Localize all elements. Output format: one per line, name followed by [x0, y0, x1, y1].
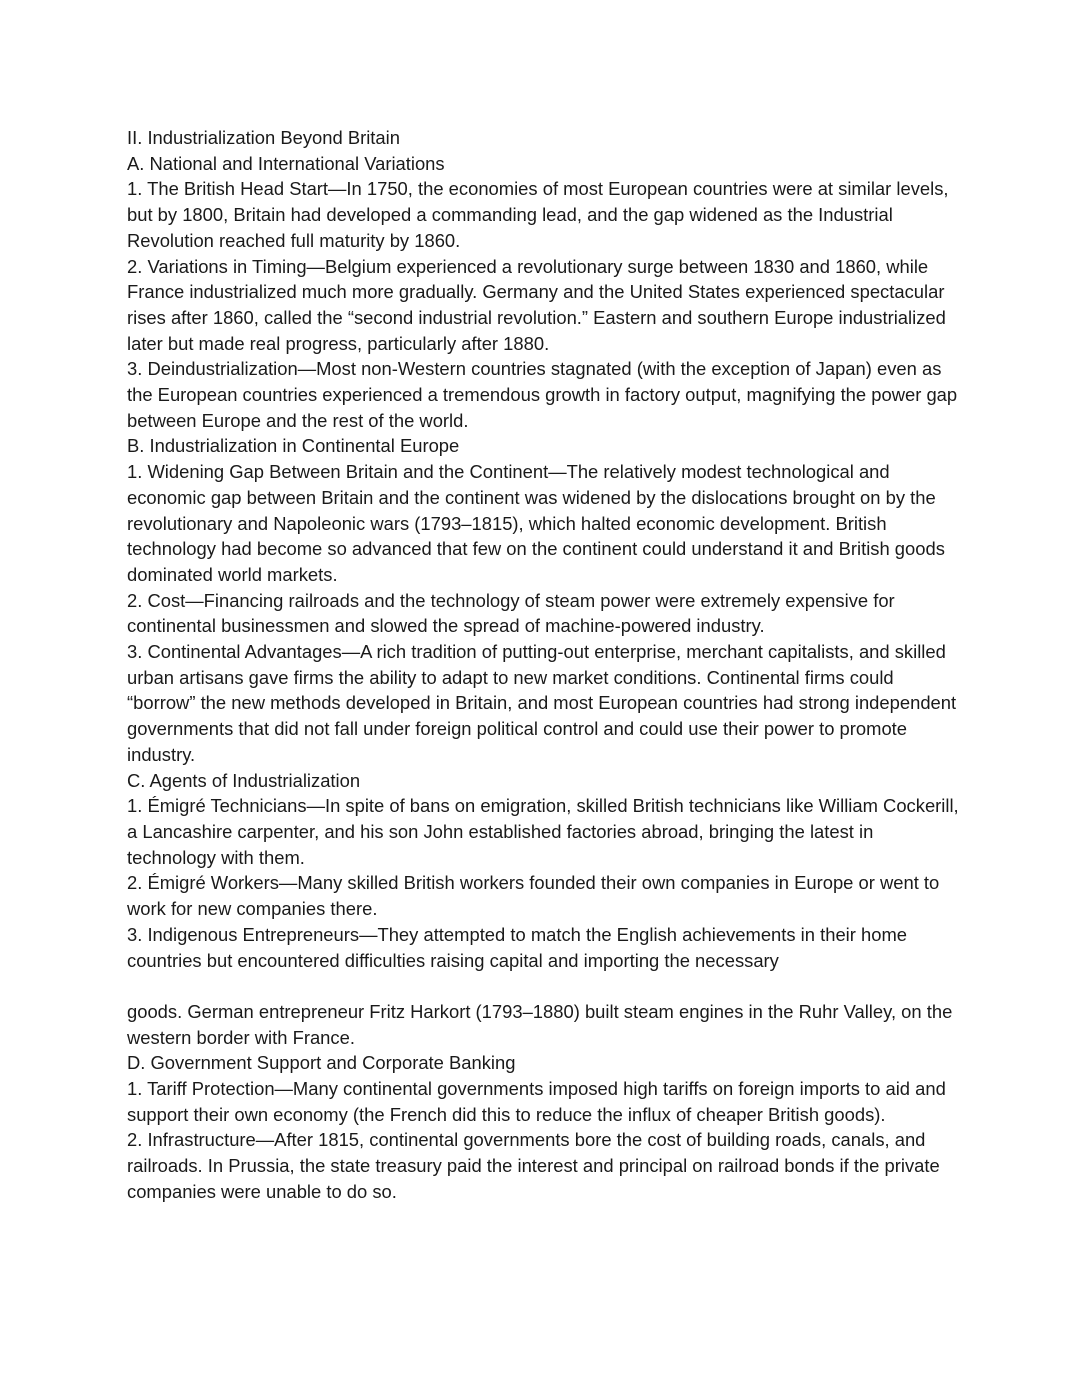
list-item: 2. Infrastructure—After 1815, continental governments bore the cost of building roads, canals, and railroads. In Prussia, the state treasury paid the interest and principal on railroad bonds if the private companies were unable to do so.	[127, 1129, 945, 1202]
list-item: 2. Variations in Timing—Belgium experienced a revolutionary surge between 1830 and 1860, while France industrialized much more gradually. Germany and the United States experienced spectacular rises after 1860, called the “second industrial revolution.” Eastern and southern Europe industrialized later but made real progress, particularly after 1880.	[127, 255, 951, 354]
subsection-heading-c: C. Agents of Industrialization	[127, 769, 361, 791]
document-body	[127, 125, 963, 1205]
page-break-gap	[127, 973, 963, 999]
list-item: 2. Émigré Workers—Many skilled British workers founded their own companies in Europe or went to work for new companies there.	[127, 872, 945, 920]
subsection-heading-d: D. Government Support and Corporate Banking	[127, 1052, 516, 1074]
section-title: II. Industrialization Beyond Britain	[127, 127, 400, 148]
list-item: 1. Tariff Protection—Many continental governments imposed high tariffs on foreign imports to aid and support their own economy (the French did this to reduce the influx of cheaper British goods).	[127, 1078, 951, 1125]
subsection-heading-b: B. Industrialization in Continental Europe	[127, 435, 460, 457]
list-item: 2. Cost—Financing railroads and the technology of steam power were extremely expensive for continental businessmen and slowed the spread of machine-powered industry.	[127, 589, 900, 637]
list-item: 3. Continental Advantages—A rich tradition of putting-out enterprise, merchant capitalists, and skilled urban artisans gave firms the ability to adapt to new market conditions. Continental firms could “borrow” the new methods developed in Britain, and most European countries had strong independent governments that did not fall under foreign political control and could use their power to promote industry.	[127, 641, 962, 765]
list-item-continuation: goods. German entrepreneur Fritz Harkort (1793–1880) built steam engines in the Ruhr Valley, on the western border with France.	[127, 1000, 958, 1048]
list-item: 3. Deindustrialization—Most non-Western countries stagnated (with the exception of Japan) even as the European countries experienced a tremendous growth in factory output, magnifying the power gap between Europe and the rest of the world.	[127, 358, 963, 431]
subsection-heading-a: A. National and International Variations	[127, 152, 445, 174]
list-item: 1. Émigré Technicians—In spite of bans on emigration, skilled British technicians like William Cockerill, a Lancashire carpenter, and his son John established factories abroad, bringing the latest in technology with them.	[127, 795, 964, 868]
list-item: 3. Indigenous Entrepreneurs—They attempted to match the English achievements in their home countries but encountered difficulties raising capital and importing the necessary	[127, 923, 913, 971]
list-item: 1. Widening Gap Between Britain and the Continent—The relatively modest technological and economic gap between Britain and the continent was widened by the dislocations brought on by the revolutionary and Napoleonic wars (1793–1815), which halted economic development. British technology had become so advanced that few on the continent could understand it and British goods dominated world markets.	[127, 461, 951, 585]
list-item: 1. The British Head Start—In 1750, the economies of most European countries were at similar levels, but by 1800, Britain had developed a commanding lead, and the gap widened as the Industrial Revolution reached full maturity by 1860.	[127, 178, 954, 251]
